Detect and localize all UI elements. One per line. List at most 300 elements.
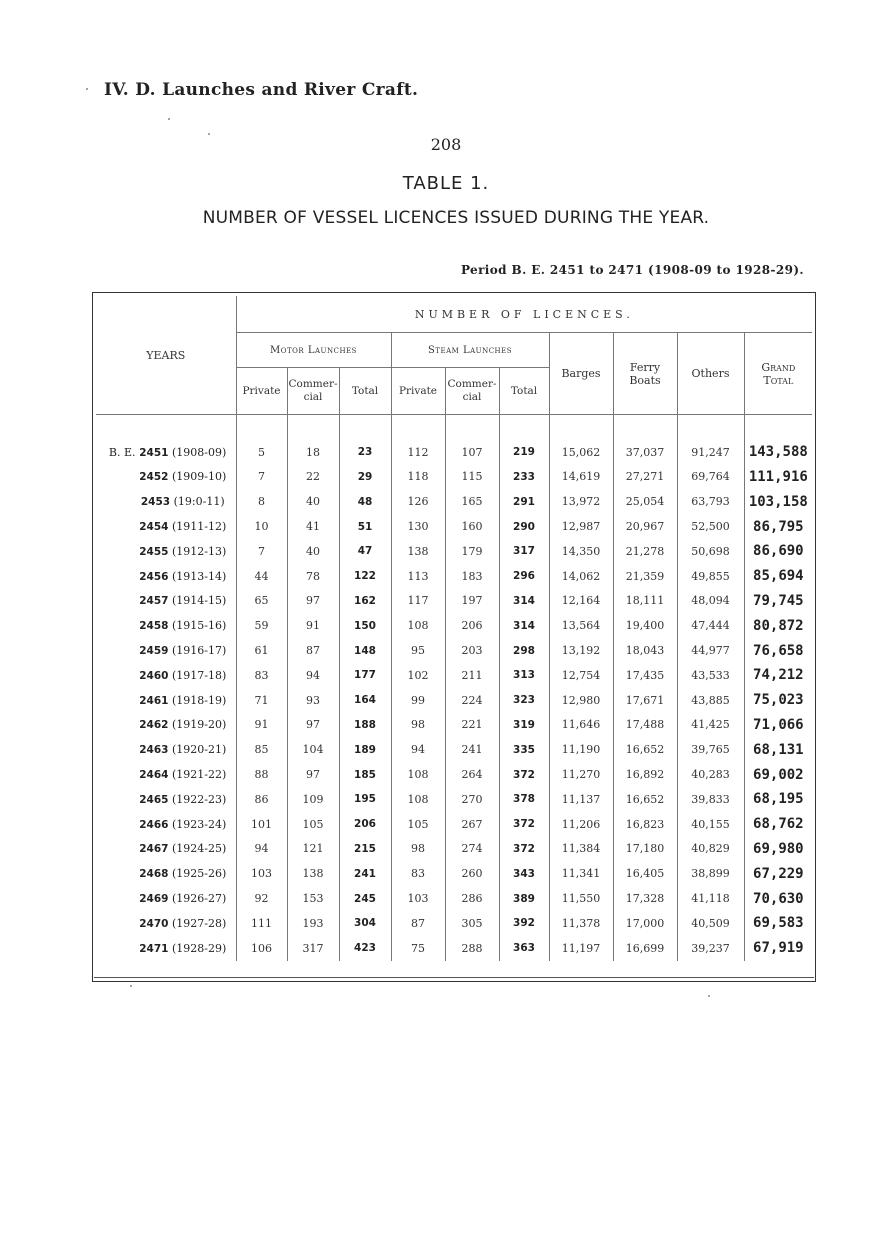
ferry-boats-cell: 37,037 [613,440,677,465]
motor-total-cell: 188 [339,713,391,738]
motor-commercial-cell: 121 [287,837,339,862]
licences-table [96,296,812,961]
motor-total-cell: 177 [339,663,391,688]
motor-commercial-cell: 105 [287,812,339,837]
steam-total-cell: 296 [499,564,549,589]
motor-commercial-cell: 153 [287,886,339,911]
steam-total-cell: 389 [499,886,549,911]
steam-commercial-cell: 115 [445,465,499,490]
motor-total-cell: 423 [339,936,391,961]
motor-private-cell: 91 [236,713,287,738]
ad-year: (1914-15) [171,594,227,608]
barges-cell: 13,192 [549,638,613,663]
others-header: Others [677,333,744,415]
motor-total-cell: 215 [339,837,391,862]
barges-cell: 14,350 [549,539,613,564]
motor-private-cell: 88 [236,762,287,787]
year-cell [96,539,236,564]
motor-private-cell: 85 [236,737,287,762]
table-row [96,762,812,787]
table-body [96,415,812,961]
motor-commercial-cell: 97 [287,762,339,787]
table-row [96,861,812,886]
steam-commercial-header [445,368,499,415]
barges-cell: 11,137 [549,787,613,812]
barges-cell: 11,190 [549,737,613,762]
be-year: 2463 [139,744,169,757]
year-cell [96,762,236,787]
motor-total-cell: 150 [339,613,391,638]
others-cell: 47,444 [677,613,744,638]
steam-total-cell: 372 [499,812,549,837]
barges-cell: 13,972 [549,489,613,514]
table-caption: NUMBER OF VESSEL LICENCES ISSUED DURING THE YEAR. [202,208,710,228]
speck [86,88,88,90]
years-header: YEARS [96,296,236,415]
page-number: 208 [430,135,462,154]
spacer-row [96,415,812,440]
steam-total-cell: 372 [499,837,549,862]
table-row [96,911,812,936]
table-row [96,837,812,862]
be-year: 2467 [139,843,169,856]
ad-year: (1925-26) [171,867,227,881]
steam-launches-header: Steam Launches [391,333,549,368]
others-cell: 52,500 [677,514,744,539]
table-row [96,688,812,713]
steam-commercial-cell: 183 [445,564,499,589]
grand-total-cell: 76,658 [744,638,812,663]
table-label: TABLE 1. [402,173,490,194]
motor-launches-header: Motor Launches [236,333,391,368]
ferry-boats-cell: 18,043 [613,638,677,663]
steam-total-cell: 314 [499,613,549,638]
ad-year: (1908-09) [171,445,227,459]
be-year: 2453 [140,496,171,509]
year-cell [96,812,236,837]
motor-total-cell: 148 [339,638,391,663]
ad-year: (1912-13) [171,544,227,558]
grand-total-cell: 85,694 [744,564,812,589]
motor-private-cell: 106 [236,936,287,961]
motor-commercial-cell: 317 [287,936,339,961]
ad-year: (1915-16) [171,619,227,633]
ad-year: (1920-21) [171,743,227,757]
motor-commercial-line1: Commer- [288,378,338,390]
others-cell: 44,977 [677,638,744,663]
table-row [96,564,812,589]
ad-year: (1911-12) [171,520,227,534]
motor-private-cell: 111 [236,911,287,936]
year-cell [96,663,236,688]
steam-commercial-cell: 197 [445,589,499,614]
others-cell: 49,855 [677,564,744,589]
motor-commercial-cell: 40 [287,489,339,514]
be-year: 2455 [139,545,169,558]
table-row [96,886,812,911]
be-year: 2466 [139,818,169,831]
steam-private-cell: 105 [391,812,445,837]
grand-total-cell: 69,002 [744,762,812,787]
steam-private-cell: 113 [391,564,445,589]
table-row [96,489,812,514]
year-cell [96,713,236,738]
year-cell [96,589,236,614]
be-year: 2460 [139,669,169,682]
ferry-boats-cell: 16,699 [613,936,677,961]
steam-private-cell: 126 [391,489,445,514]
ad-year: (1917-18) [171,668,227,682]
grand-total-cell: 86,795 [744,514,812,539]
motor-total-cell: 23 [339,440,391,465]
steam-total-cell: 343 [499,861,549,886]
others-cell: 40,155 [677,812,744,837]
others-cell: 40,509 [677,911,744,936]
steam-commercial-cell: 160 [445,514,499,539]
barges-cell: 15,062 [549,440,613,465]
ad-year: (1909-10) [171,470,227,484]
grand-total-cell: 69,583 [744,911,812,936]
ferry-boats-cell: 17,180 [613,837,677,862]
grand-label-line2: Total [763,373,794,387]
barges-cell: 11,206 [549,812,613,837]
steam-total-cell: 363 [499,936,549,961]
steam-commercial-cell: 203 [445,638,499,663]
year-cell [96,737,236,762]
others-cell: 40,283 [677,762,744,787]
motor-private-cell: 7 [236,465,287,490]
ferry-boats-cell: 16,823 [613,812,677,837]
motor-total-cell: 206 [339,812,391,837]
barges-cell: 14,619 [549,465,613,490]
motor-commercial-cell: 104 [287,737,339,762]
steam-private-cell: 112 [391,440,445,465]
steam-commercial-cell: 288 [445,936,499,961]
grand-total-cell: 80,872 [744,613,812,638]
steam-total-cell: 372 [499,762,549,787]
ad-year: (1918-19) [171,693,227,707]
others-cell: 40,829 [677,837,744,862]
motor-private-cell: 94 [236,837,287,862]
ferry-boats-cell: 16,405 [613,861,677,886]
others-cell: 48,094 [677,589,744,614]
be-year: 2452 [139,471,169,484]
steam-total-header: Total [499,368,549,415]
be-year: 2468 [139,868,169,881]
barges-cell: 11,341 [549,861,613,886]
steam-private-cell: 94 [391,737,445,762]
table-row [96,589,812,614]
motor-commercial-cell: 138 [287,861,339,886]
steam-commercial-cell: 286 [445,886,499,911]
ferry-boats-cell: 17,328 [613,886,677,911]
steam-total-cell: 298 [499,638,549,663]
grand-label-line1: Grand [761,360,796,374]
others-cell: 39,237 [677,936,744,961]
ferry-boats-cell: 17,488 [613,713,677,738]
steam-private-cell: 117 [391,589,445,614]
ad-year: (1923-24) [171,817,227,831]
steam-commercial-cell: 179 [445,539,499,564]
motor-commercial-cell: 94 [287,663,339,688]
steam-private-cell: 95 [391,638,445,663]
grand-total-cell: 70,630 [744,886,812,911]
grand-total-cell: 68,762 [744,812,812,837]
table-row [96,713,812,738]
speck [130,985,132,987]
steam-total-cell: 392 [499,911,549,936]
steam-private-cell: 138 [391,539,445,564]
year-cell [96,837,236,862]
ad-year: (1924-25) [171,842,227,856]
table-row [96,936,812,961]
steam-commercial-cell: 165 [445,489,499,514]
steam-private-cell: 102 [391,663,445,688]
motor-commercial-cell: 22 [287,465,339,490]
be-year: 2462 [139,719,169,732]
steam-private-cell: 108 [391,787,445,812]
steam-private-cell: 103 [391,886,445,911]
steam-private-cell: 99 [391,688,445,713]
steam-total-cell: 335 [499,737,549,762]
steam-total-cell: 291 [499,489,549,514]
ferry-boats-cell: 17,435 [613,663,677,688]
table-row [96,613,812,638]
others-cell: 69,764 [677,465,744,490]
steam-commercial-cell: 107 [445,440,499,465]
others-cell: 38,899 [677,861,744,886]
motor-total-cell: 241 [339,861,391,886]
year-cell [96,514,236,539]
year-cell [96,489,236,514]
table-row [96,737,812,762]
year-cell [96,688,236,713]
motor-private-cell: 7 [236,539,287,564]
motor-total-cell: 48 [339,489,391,514]
year-cell [96,886,236,911]
barges-cell: 11,550 [549,886,613,911]
be-year: 2459 [139,645,169,658]
ferry-label-line1: Ferry [629,360,661,374]
steam-commercial-cell: 221 [445,713,499,738]
steam-private-cell: 118 [391,465,445,490]
be-year: 2457 [139,595,169,608]
year-cell [96,861,236,886]
grand-total-cell: 75,023 [744,688,812,713]
ferry-boats-cell: 21,359 [613,564,677,589]
ad-year: (1916-17) [171,644,227,658]
year-cell [96,613,236,638]
ferry-boats-header [613,333,677,415]
grand-total-cell: 69,980 [744,837,812,862]
motor-total-header: Total [339,368,391,415]
steam-commercial-cell: 270 [445,787,499,812]
others-cell: 41,118 [677,886,744,911]
steam-total-cell: 314 [499,589,549,614]
motor-private-cell: 10 [236,514,287,539]
steam-commercial-cell: 267 [445,812,499,837]
ad-year: (1927-28) [171,916,227,930]
barges-cell: 11,378 [549,911,613,936]
ferry-boats-cell: 17,671 [613,688,677,713]
section-title: IV. D. Launches and River Craft. [104,80,419,100]
motor-private-cell: 103 [236,861,287,886]
barges-cell: 11,384 [549,837,613,862]
grand-total-cell: 86,690 [744,539,812,564]
number-of-licences-header: NUMBER OF LICENCES. [236,296,812,333]
motor-commercial-line2: cial [303,391,323,403]
ad-year: (1926-27) [171,892,227,906]
be-year: 2469 [139,893,169,906]
table-row [96,465,812,490]
ferry-label-line2: Boats [629,373,661,387]
others-cell: 63,793 [677,489,744,514]
year-cell [96,465,236,490]
steam-private-cell: 98 [391,713,445,738]
table-row [96,812,812,837]
motor-private-cell: 5 [236,440,287,465]
motor-private-cell: 8 [236,489,287,514]
motor-total-cell: 122 [339,564,391,589]
year-cell [96,440,236,465]
be-year: 2458 [139,620,169,633]
others-cell: 91,247 [677,440,744,465]
steam-commercial-cell: 211 [445,663,499,688]
motor-total-cell: 189 [339,737,391,762]
ad-year: (1922-23) [171,792,227,806]
motor-private-cell: 71 [236,688,287,713]
table-row [96,663,812,688]
ferry-boats-cell: 16,652 [613,787,677,812]
motor-private-cell: 101 [236,812,287,837]
motor-commercial-cell: 41 [287,514,339,539]
grand-total-header [744,333,812,415]
speck [708,995,710,997]
steam-commercial-cell: 260 [445,861,499,886]
steam-commercial-cell: 241 [445,737,499,762]
others-cell: 50,698 [677,539,744,564]
steam-private-cell: 108 [391,613,445,638]
motor-total-cell: 47 [339,539,391,564]
barges-cell: 11,197 [549,936,613,961]
motor-private-cell: 65 [236,589,287,614]
ad-year: (1921-22) [171,768,227,782]
ferry-boats-cell: 20,967 [613,514,677,539]
grand-total-cell: 103,158 [744,489,812,514]
motor-private-header: Private [236,368,287,415]
steam-private-cell: 87 [391,911,445,936]
year-cell [96,911,236,936]
ad-year: (1913-14) [171,569,227,583]
motor-total-cell: 29 [339,465,391,490]
motor-commercial-cell: 97 [287,713,339,738]
table-row [96,440,812,465]
motor-commercial-cell: 18 [287,440,339,465]
grand-total-cell: 67,919 [744,936,812,961]
table-row [96,539,812,564]
motor-total-cell: 51 [339,514,391,539]
ad-year: (19:0-11) [173,495,225,509]
steam-private-cell: 75 [391,936,445,961]
grand-total-cell: 68,131 [744,737,812,762]
steam-private-cell: 108 [391,762,445,787]
others-cell: 43,885 [677,688,744,713]
barges-cell: 11,646 [549,713,613,738]
barges-cell: 13,564 [549,613,613,638]
ferry-boats-cell: 25,054 [613,489,677,514]
steam-private-cell: 83 [391,861,445,886]
speck [168,118,170,120]
barges-cell: 12,980 [549,688,613,713]
others-cell: 43,533 [677,663,744,688]
motor-commercial-header [287,368,339,415]
table-row [96,787,812,812]
steam-private-header: Private [391,368,445,415]
others-cell: 39,833 [677,787,744,812]
steam-commercial-cell: 305 [445,911,499,936]
be-year: 2470 [139,917,169,930]
motor-total-cell: 185 [339,762,391,787]
barges-cell: 11,270 [549,762,613,787]
barges-header: Barges [549,333,613,415]
motor-total-cell: 162 [339,589,391,614]
motor-total-cell: 195 [339,787,391,812]
steam-commercial-cell: 274 [445,837,499,862]
motor-private-cell: 61 [236,638,287,663]
others-cell: 39,765 [677,737,744,762]
speck [208,133,210,135]
grand-total-cell: 67,229 [744,861,812,886]
year-cell [96,638,236,663]
motor-private-cell: 44 [236,564,287,589]
motor-commercial-cell: 109 [287,787,339,812]
barges-cell: 12,164 [549,589,613,614]
motor-commercial-cell: 87 [287,638,339,663]
steam-commercial-cell: 224 [445,688,499,713]
steam-total-cell: 378 [499,787,549,812]
motor-commercial-cell: 40 [287,539,339,564]
year-cell [96,787,236,812]
be-year: 2454 [139,521,169,534]
ferry-boats-cell: 27,271 [613,465,677,490]
steam-commercial-line2: cial [462,391,482,403]
steam-total-cell: 233 [499,465,549,490]
steam-total-cell: 319 [499,713,549,738]
motor-commercial-cell: 193 [287,911,339,936]
steam-total-cell: 290 [499,514,549,539]
table-row [96,514,812,539]
table-row [96,638,812,663]
barges-cell: 12,754 [549,663,613,688]
grand-total-cell: 79,745 [744,589,812,614]
ferry-boats-cell: 21,278 [613,539,677,564]
grand-total-cell: 71,066 [744,713,812,738]
steam-commercial-cell: 264 [445,762,499,787]
period-note: Period B. E. 2451 to 2471 (1908-09 to 1928-29). [460,263,804,277]
steam-private-cell: 98 [391,837,445,862]
motor-private-cell: 92 [236,886,287,911]
ad-year: (1928-29) [171,941,227,955]
ferry-boats-cell: 19,400 [613,613,677,638]
steam-total-cell: 219 [499,440,549,465]
motor-private-cell: 86 [236,787,287,812]
be-year: 2471 [139,942,169,955]
motor-private-cell: 59 [236,613,287,638]
grand-total-cell: 74,212 [744,663,812,688]
steam-total-cell: 323 [499,688,549,713]
steam-commercial-line1: Commer- [447,378,497,390]
grand-total-cell: 143,588 [744,440,812,465]
